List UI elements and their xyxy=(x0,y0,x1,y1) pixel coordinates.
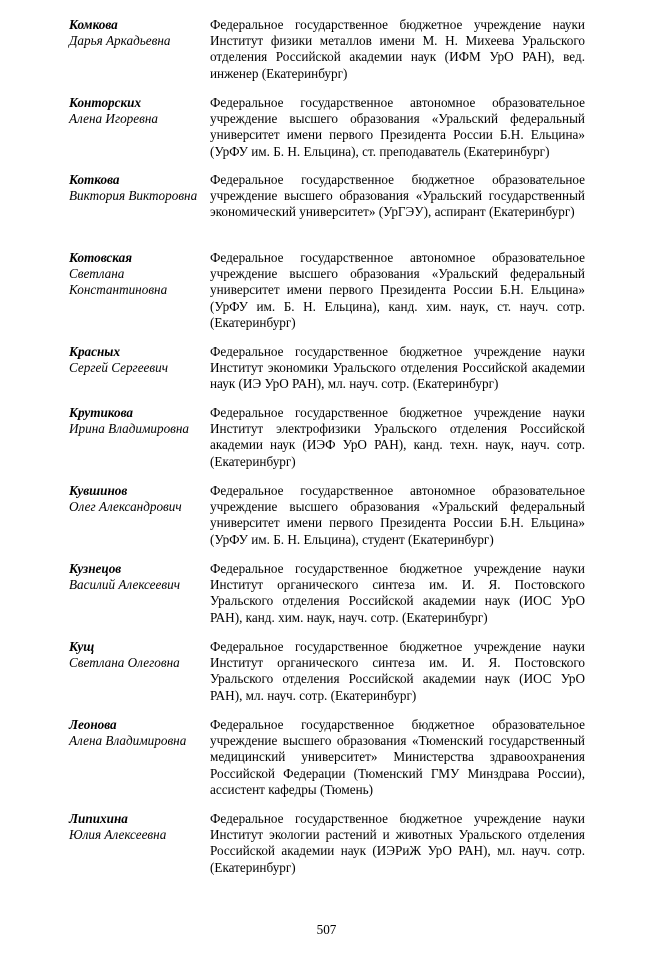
author-surname: Липихина xyxy=(69,811,128,826)
author-given-names: Сергей Сергеевич xyxy=(69,360,169,376)
author-entry-kuvshinov xyxy=(69,483,585,548)
author-entry-komkova xyxy=(69,17,585,82)
author-name xyxy=(69,95,210,127)
author-given-names: Светлана Олеговна xyxy=(69,655,180,671)
author-affiliation: Федеральное государственное бюджетное учреждение науки Институт электрофизики Уральского отделения Российской академии наук (ИЭФ УрО РАН), канд. техн. наук, науч. сотр. (Екатеринбург) xyxy=(210,405,585,469)
author-surname: Коткова xyxy=(69,172,120,187)
author-surname: Кузнецов xyxy=(69,561,122,576)
author-entry-krutikova xyxy=(69,405,585,470)
author-entry-kotkova xyxy=(69,172,585,221)
author-name xyxy=(69,250,210,299)
author-given-names: Василий Алексеевич xyxy=(69,577,180,593)
author-affiliation: Федеральное государственное бюджетное учреждение науки Институт физики металлов имени М. Н. Михеева Уральского отделения Российской академии наук (ИФМ УрО РАН), вед. инженер (Екатеринбург) xyxy=(210,17,585,81)
author-entry-krasnykh xyxy=(69,344,585,393)
author-surname: Кувшинов xyxy=(69,483,128,498)
author-affiliation: Федеральное государственное бюджетное учреждение науки Институт экологии растений и животных Уральского отделения Российской академии наук (ИЭРиЖ УрО РАН), мл. науч. сотр. (Екатеринбург) xyxy=(210,811,585,875)
author-given-names: Виктория Викторовна xyxy=(69,188,198,204)
author-entry-kuznetsov xyxy=(69,561,585,626)
author-surname: Кущ xyxy=(69,639,95,654)
author-name xyxy=(69,344,210,376)
author-given-names: Алена Владимировна xyxy=(69,733,187,749)
author-given-names: Олег Александрович xyxy=(69,499,182,515)
author-affiliation: Федеральное государственное автономное образовательное учреждение высшего образования «Уральский федеральный университет имени первого Президента России Б.Н. Ельцина» (УрФУ им. Б. Н. Ельцина), канд. хим. наук, ст. науч. сотр. (Екатеринбург) xyxy=(210,250,585,330)
author-affiliation: Федеральное государственное бюджетное учреждение науки Институт органического синтеза им. И. Я. Постовского Уральского отделения Российской академии наук (ИОС УрО РАН), канд. хим. наук, науч. сотр. (Екатеринбург) xyxy=(210,561,585,625)
author-name xyxy=(69,811,210,843)
author-name xyxy=(69,17,210,49)
author-entry-leonova xyxy=(69,717,585,798)
author-name xyxy=(69,483,210,515)
author-entry-kontorskikh xyxy=(69,95,585,160)
author-given-names: Юлия Алексеевна xyxy=(69,827,167,843)
author-affiliation: Федеральное государственное бюджетное учреждение науки Институт органического синтеза им. И. Я. Постовского Уральского отделения Российской академии наук (ИОС УрО РАН), мл. науч. сотр. (Екатеринбург) xyxy=(210,639,585,703)
author-affiliation: Федеральное государственное бюджетное образовательное учреждение высшего образования «Уральский государственный экономический университет» (УрГЭУ), аспирант (Екатеринбург) xyxy=(210,172,585,220)
author-surname: Леонова xyxy=(69,717,117,732)
author-surname: Конторских xyxy=(69,95,142,110)
author-entry-kotovskaya xyxy=(69,250,585,331)
author-surname: Котовская xyxy=(69,250,133,265)
author-given-names: Дарья Аркадьевна xyxy=(69,33,171,49)
author-surname: Крутикова xyxy=(69,405,133,420)
author-affiliation: Федеральное государственное бюджетное образовательное учреждение высшего образования «Тюменский государственный медицинский университет» Министерства здравоохранения Российской Федерации (Тюменский ГМУ Минздрава России), ассистент кафедры (Тюмень) xyxy=(210,717,585,797)
page-number: 507 xyxy=(316,922,337,937)
author-surname: Красных xyxy=(69,344,121,359)
author-given-names: Алена Игоревна xyxy=(69,111,158,127)
author-entry-lipikhina xyxy=(69,811,585,876)
author-entry-kushch xyxy=(69,639,585,704)
author-affiliation: Федеральное государственное автономное образовательное учреждение высшего образования «Уральский федеральный университет имени первого Президента России Б.Н. Ельцина» (УрФУ им. Б. Н. Ельцина), ст. преподаватель (Екатеринбург) xyxy=(210,95,585,159)
author-affiliation: Федеральное государственное автономное образовательное учреждение высшего образования «Уральский федеральный университет имени первого Президента России Б.Н. Ельцина» (УрФУ им. Б. Н. Ельцина), студент (Екатеринбург) xyxy=(210,483,585,547)
author-name xyxy=(69,639,210,671)
author-name xyxy=(69,405,210,437)
author-affiliation: Федеральное государственное бюджетное учреждение науки Институт экономики Уральского отделения Российской академии наук (ИЭ УрО РАН), мл. науч. сотр. (Екатеринбург) xyxy=(210,344,585,392)
author-name xyxy=(69,561,210,593)
author-name xyxy=(69,172,210,204)
author-name xyxy=(69,717,210,749)
author-given-names: Ирина Владимировна xyxy=(69,421,190,437)
author-surname: Комкова xyxy=(69,17,118,32)
author-given-names: Светлана Константиновна xyxy=(69,266,168,298)
